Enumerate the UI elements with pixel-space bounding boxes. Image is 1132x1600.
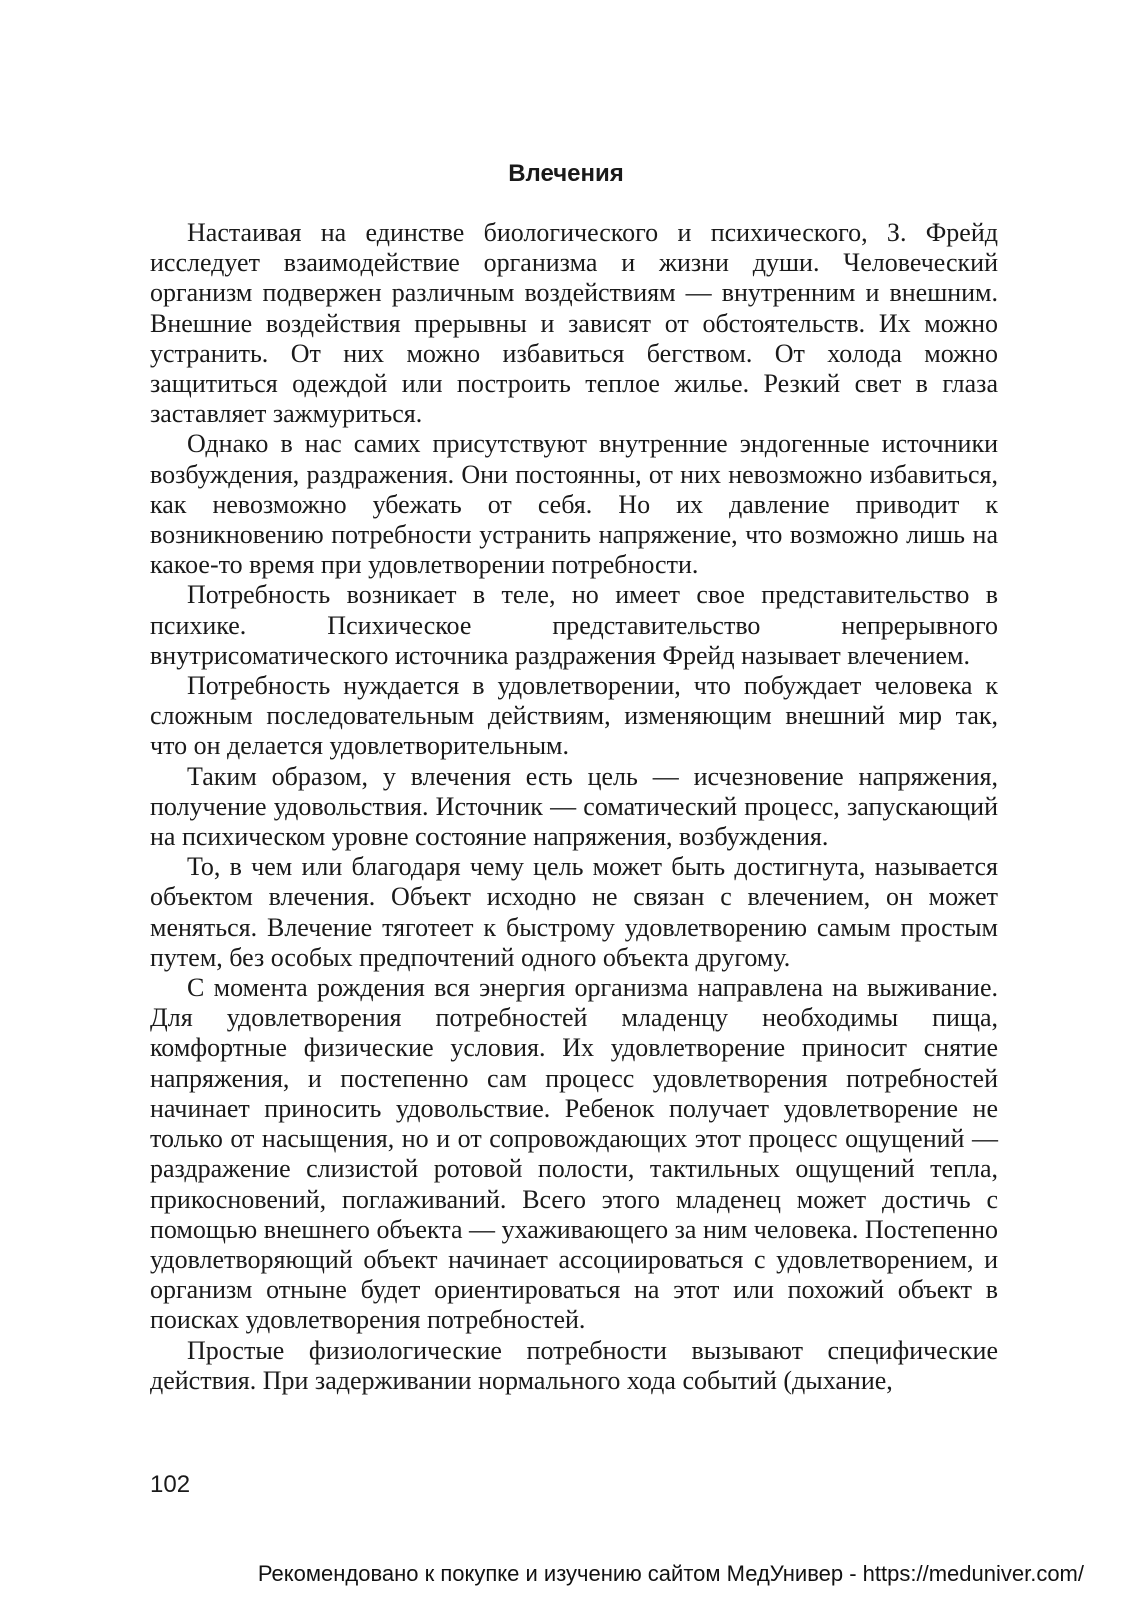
paragraph: Настаивая на единстве биологического и психического, З. Фрейд исследует взаимодействие организма и жизни души. Человеческий организм подвержен различным воздействиям — внутренним и внешним. Внешние воздействия прерывны и зависят от обстоятельств. Их можно устранить. От них можно избавиться бегством. От холода можно защититься одеждой или построить теплое жилье. Резкий свет в глаза заставляет зажмуриться. <box>150 218 998 429</box>
body-text <box>150 218 998 1396</box>
paragraph: Потребность нуждается в удовлетворении, что побуждает человека к сложным последовательным действиям, изменяющим внешний мир так, что он делается удовлетворительным. <box>150 671 998 761</box>
paragraph: Простые физиологические потребности вызывают специфические действия. При задерживании нормального хода событий (дыхание, <box>150 1335 998 1395</box>
footer-note: Рекомендовано к покупке и изучению сайтом МедУнивер - https://meduniver.com/ <box>257 1561 1084 1586</box>
paragraph: Однако в нас самих присутствуют внутренние эндогенные источники возбуждения, раздражения. Они постоянны, от них невозможно избавиться, как невозможно убежать от себя. Но их давление приводит к возникновению потребности устранить напряжение, что возможно лишь на какое-то время при удовлетворении потребности. <box>150 429 998 580</box>
paragraph: То, в чем или благодаря чему цель может быть достигнута, называется объектом влечения. Объект исходно не связан с влечением, он может меняться. Влечение тяготеет к быстрому удовлетворению самым простым путем, без особых предпочтений одного объекта другому. <box>150 852 998 972</box>
page-number: 102 <box>150 1471 191 1498</box>
paragraph: Таким образом, у влечения есть цель — исчезновение напряжения, получение удовольствия. Источник — соматический процесс, запускающий на психическом уровне состояние напряжения, возбуждения. <box>150 761 998 852</box>
paragraph: С момента рождения вся энергия организма направлена на выживание. Для удовлетворения потребностей младенцу необходимы пища, комфортные физические условия. Их удовлетворение приносит снятие напряжения, и постепенно сам процесс удовлетворения потребностей начинает приносить удовольствие. Ребенок получает удовлетворение не только от насыщения, но и от сопровождающих этот процесс ощущений — раздражение слизистой ротовой полости, тактильных ощущений тепла, прикосновений, поглаживаний. Всего этого младенец может достичь с помощью внешнего объекта — ухаживающего за ним человека. Постепенно удовлетворяющий объект начинает ассоциироваться с удовлетворением, и организм отныне будет ориентироваться на этот или похожий объект в поисках удовлетворения потребностей. <box>150 973 998 1335</box>
section-heading: Влечения <box>508 160 624 187</box>
paragraph: Потребность возникает в теле, но имеет свое представительство в психике. Психическое представительство непрерывного внутрисоматического источника раздражения Фрейд называет влечением. <box>150 580 998 670</box>
